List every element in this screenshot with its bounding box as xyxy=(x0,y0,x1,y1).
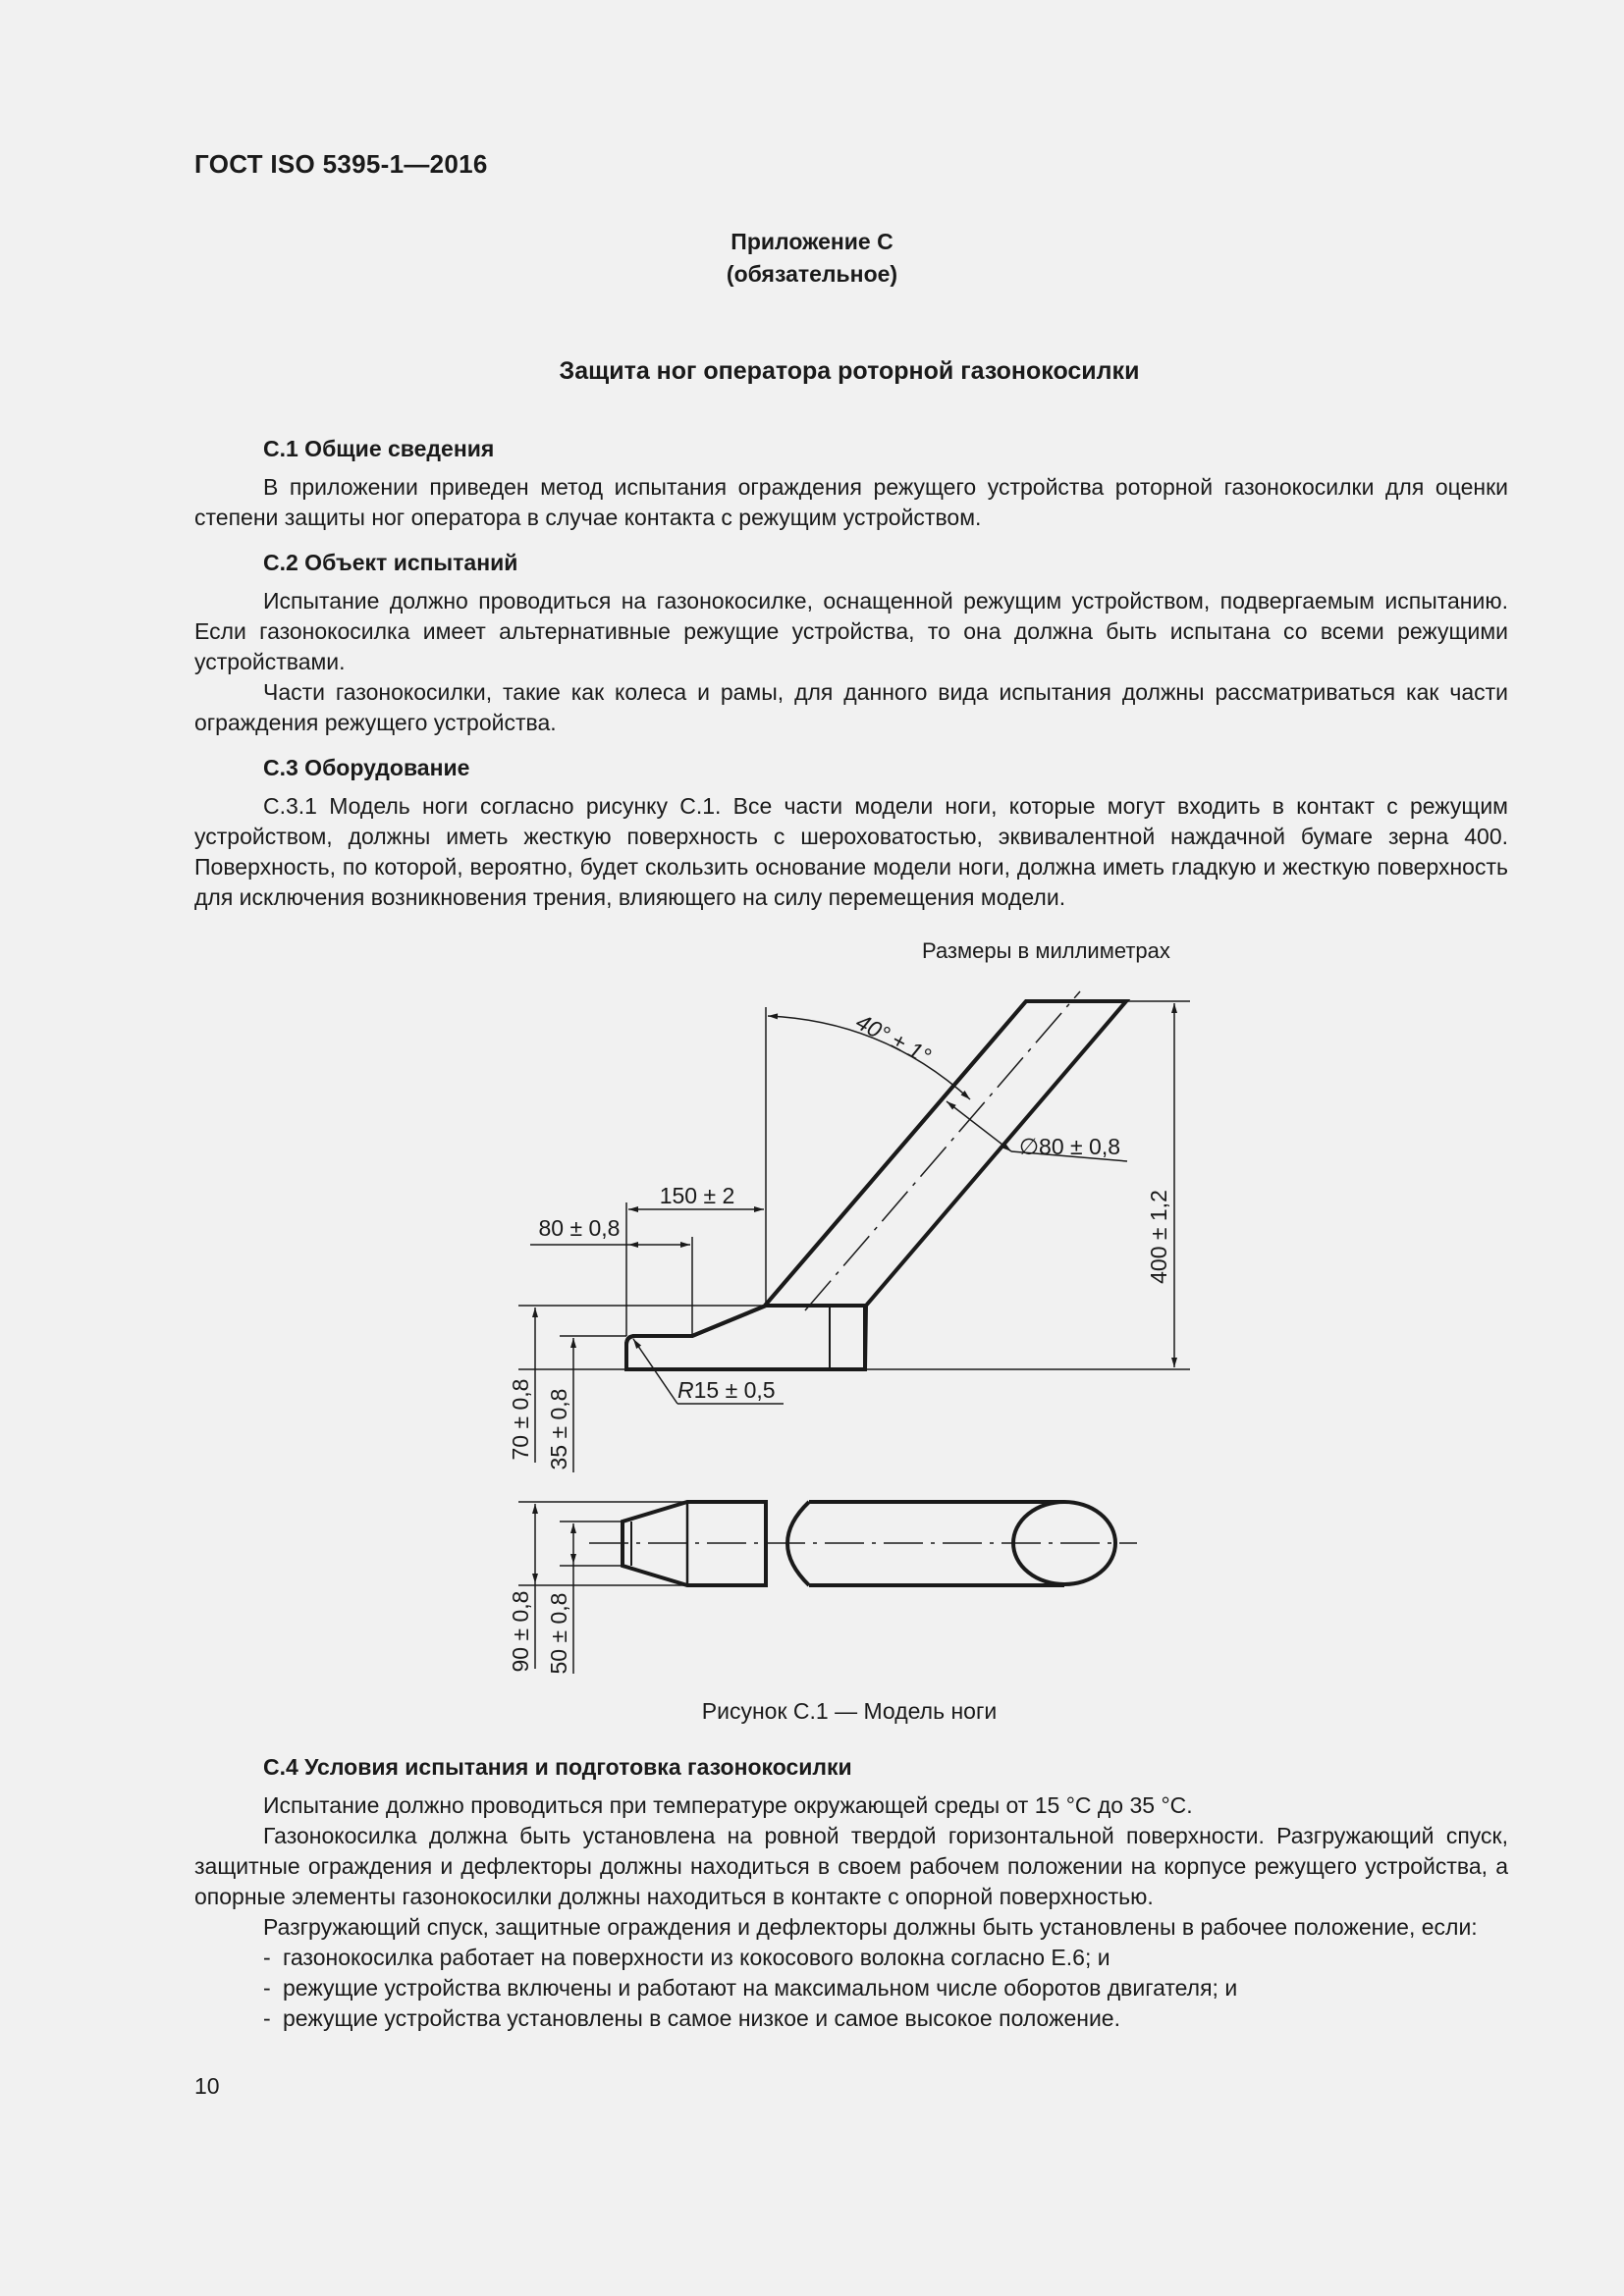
section-heading: С.4 Условия испытания и подготовка газонокосилки xyxy=(263,1754,852,1780)
top-view xyxy=(518,1502,1137,1674)
paragraph: В приложении приведен метод испытания ограждения режущего устройства роторной газонокосилки для оценки степени защиты ног оператора в случае контакта с режущим устройством. xyxy=(194,474,1508,530)
page-title: Защита ног оператора роторной газонокосилки xyxy=(559,357,1140,385)
len150-label: 150 ± 2 xyxy=(659,1183,735,1208)
condition-list xyxy=(194,1943,1508,2034)
h35-label: 35 ± 0,8 xyxy=(546,1388,571,1470)
w50-label: 50 ± 0,8 xyxy=(546,1592,571,1675)
radius-symbol: R xyxy=(677,1377,694,1403)
paragraph: Испытание должно проводиться при температуре окружающей среды от 15 °С до 35 °С. xyxy=(263,1792,1193,1818)
list-item-text: режущие устройства включены и работают на максимальном числе оборотов двигателя; и xyxy=(283,1975,1238,2001)
list-item: - режущие устройства включены и работают на максимальном числе оборотов двигателя; и xyxy=(263,1975,1238,2001)
section-heading: С.3 Оборудование xyxy=(263,755,470,780)
section-heading: С.2 Объект испытаний xyxy=(263,550,518,575)
list-item-text: режущие устройства установлены в самое низкое и самое высокое положение. xyxy=(283,2005,1120,2031)
page-number: 10 xyxy=(194,2073,220,2099)
dimensions-note: Размеры в миллиметрах xyxy=(922,938,1170,963)
h70-label: 70 ± 0,8 xyxy=(508,1378,533,1461)
list-item: - газонокосилка работает на поверхности из кокосового волокна согласно Е.6; и xyxy=(263,1945,1110,1970)
height-label: 400 ± 1,2 xyxy=(1146,1190,1171,1284)
figure-caption: Рисунок С.1 — Модель ноги xyxy=(701,1698,998,1724)
paragraph: Разгружающий спуск, защитные ограждения и дефлекторы должны быть установлены в рабочее положение, если: xyxy=(263,1914,1478,1940)
radius-label xyxy=(677,1377,776,1403)
diameter-label: ∅80 ± 0,8 xyxy=(1019,1134,1120,1159)
paragraph: Газонокосилка должна быть установлена на ровной твердой горизонтальной поверхности. Разгружающий спуск, защитные ограждения и дефлекторы должны находиться в своем рабочем положении на корпусе режущего устройства, а опорные элементы газонокосилки должны находиться в контакте с опорной поверхностью. xyxy=(194,1823,1508,1909)
appendix-status: (обязательное) xyxy=(726,261,898,287)
paragraph: Части газонокосилки, такие как колеса и рамы, для данного вида испытания должны рассматриваться как части ограждения режущего устройства. xyxy=(194,679,1508,735)
angle-label: 40° ± 1° xyxy=(851,1008,936,1069)
list-item-text: газонокосилка работает на поверхности из кокосового волокна согласно Е.6; и xyxy=(283,1945,1110,1970)
section-c4 xyxy=(194,1752,1508,2034)
paragraph: С.3.1 Модель ноги согласно рисунку С.1. Все части модели ноги, которые могут входить в контакт с режущим устройством, должны иметь жесткую поверхность с шероховатостью, эквивалентной наждачной бумаге зерна 400. Поверхность, по которой, вероятно, будет скользить основание модели ноги, должна иметь гладкую и жесткую поверхность для исключения возникновения трения, влияющего на силу перемещения модели. xyxy=(194,793,1508,910)
appendix-label: Приложение С xyxy=(731,229,893,254)
len80-label: 80 ± 0,8 xyxy=(538,1215,621,1241)
document-header: ГОСТ ISO 5395-1—2016 xyxy=(194,149,488,179)
list-item: - режущие устройства установлены в самое низкое и самое высокое положение. xyxy=(263,2005,1120,2031)
section-heading: С.1 Общие сведения xyxy=(263,436,495,461)
radius-value: 15 ± 0,5 xyxy=(693,1377,776,1403)
w90-label: 90 ± 0,8 xyxy=(508,1590,533,1673)
paragraph: Испытание должно проводиться на газонокосилке, оснащенной режущим устройством, подвергаемым испытанию. Если газонокосилка имеет альтернативные режущие устройства, то она должна быть испытана со всеми режущими устройствами. xyxy=(194,588,1508,674)
